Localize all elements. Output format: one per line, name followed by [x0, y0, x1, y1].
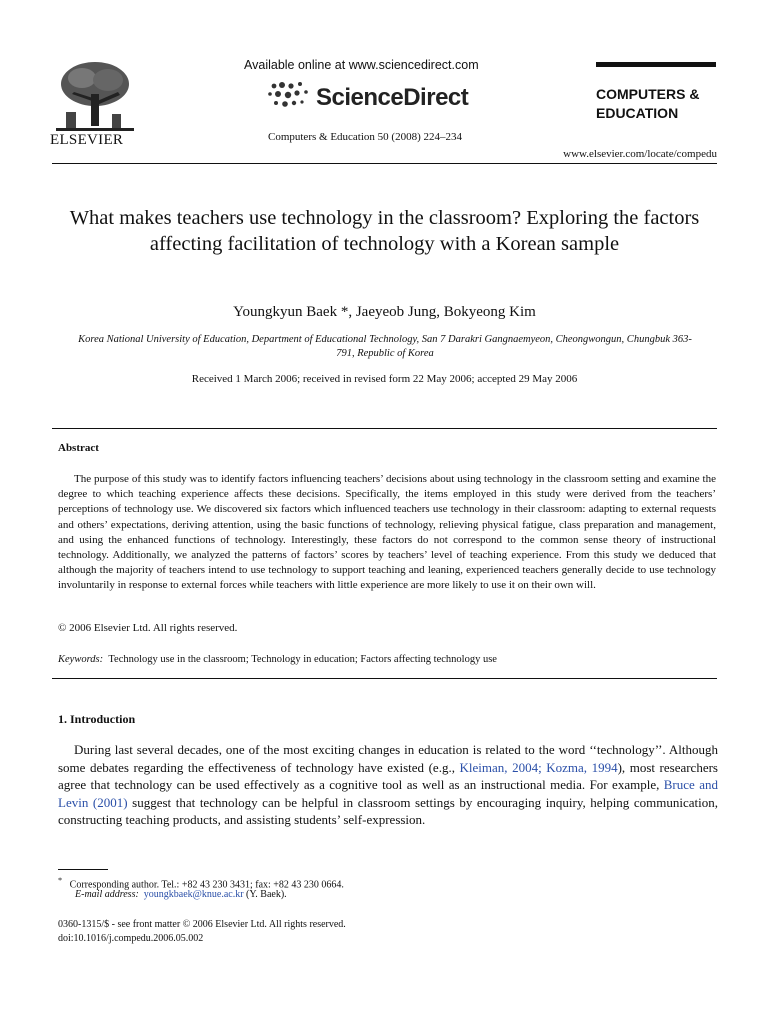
article-history: Received 1 March 2006; received in revised form 22 May 2006; accepted 29 May 2006 [191, 373, 578, 385]
journal-reference: Computers & Education 50 (2008) 224–234 [267, 131, 462, 143]
journal-name-line-1: COMPUTERS & [596, 86, 700, 102]
email-footnote [75, 889, 287, 900]
abstract-top-divider [52, 428, 717, 429]
email-link[interactable]: youngkbaek@knue.ac.kr [143, 889, 244, 900]
email-suffix: (Y. Baek). [243, 889, 287, 900]
article-title: What makes teachers use technology in the classroom? Exploring the factors affecting facilitation of technology with a Korean sample [69, 207, 700, 255]
keywords [58, 654, 497, 665]
abstract-copyright: © 2006 Elsevier Ltd. All rights reserved. [58, 622, 238, 634]
journal-url[interactable]: www.elsevier.com/locate/compedu [563, 148, 717, 160]
keywords-label: Keywords: [58, 654, 104, 665]
corresponding-author-text: Corresponding author. Tel.: +82 43 230 3431; fax: +82 43 230 0664. [69, 879, 344, 891]
author-affiliation: Korea National University of Education, Department of Educational Technology, San 7 Darakri Gangnaemyeon, Cheongwongun, Chungbuk 363-791, Republic of Korea [78, 334, 692, 359]
available-online-text: Available online at www.sciencedirect.com [244, 58, 479, 72]
footnote-divider [58, 869, 108, 870]
issn-line: 0360-1315/$ - see front matter © 2006 Elsevier Ltd. All rights reserved. [58, 919, 346, 930]
abstract-body: The purpose of this study was to identify factors influencing teachers’ decisions about using technology in the classroom setting and examine the degree to which teaching experience affects these decisions. Specifically, the items employed in this study were derived from the teachers’ perceptions of technology use. We discovered six factors which influenced teachers use technology in their classroom: adapting to external requests and others’ expectations, deriving attention, using the basic functions of technology, relieving physical fatigue, class preparation and management, and using the enhanced functions of technology. Interestingly, these factors do not correspond to the common sense theory of instructional technology. Additionally, we analyzed the patterns of factors’ scores by teachers’ level of teaching experience. From this study we deduced that although the majority of teachers intend to use technology to support teaching and leaning, experienced teachers generally decide to use technology involuntarily in response to external forces while teachers with little experience are more likely to use it on their own will. [58, 473, 716, 592]
intro-text-part-2: ), most researchers agree that technology can be used effectively as a cognitive tool as well as an instructional media. For example, [58, 759, 718, 792]
introduction-paragraph [58, 741, 718, 829]
author-list: Youngkyun Baek *, Jaeyeob Jung, Bokyeong Kim [233, 304, 536, 320]
sciencedirect-wordmark: ScienceDirect [316, 84, 469, 111]
intro-text-part-3: suggest that technology can be helpful in classroom settings by encouraging inquiry, helping communication, constructing teaching products, and assisting students’ self-expression. [58, 794, 719, 827]
abstract-bottom-divider [52, 678, 717, 679]
publisher-name: ELSEVIER [50, 132, 124, 148]
keywords-list: Technology use in the classroom; Technology in education; Factors affecting technology use [108, 654, 497, 665]
footnote-marker: * [58, 876, 63, 885]
email-label: E-mail address: [75, 889, 139, 900]
intro-text-part-1: During last several decades, one of the most exciting changes in education is related to the word ‘‘technology’’. Although some debates regarding the effectiveness of technology have existed (e.g., [58, 742, 718, 775]
doi-line[interactable]: doi:10.1016/j.compedu.2006.05.002 [58, 933, 204, 944]
section-heading-introduction: 1. Introduction [58, 712, 136, 726]
journal-name [596, 85, 699, 123]
sciencedirect-dots-icon [266, 80, 314, 110]
header-divider [52, 163, 717, 164]
abstract-heading: Abstract [58, 442, 99, 454]
citation-link-bruce-levin[interactable]: Bruce and Levin (2001) [58, 777, 718, 810]
citation-link-kleiman-kozma[interactable]: Kleiman, 2004; Kozma, 1994 [459, 759, 618, 775]
journal-name-line-2: EDUCATION [596, 105, 679, 121]
journal-header-bar [596, 62, 716, 67]
